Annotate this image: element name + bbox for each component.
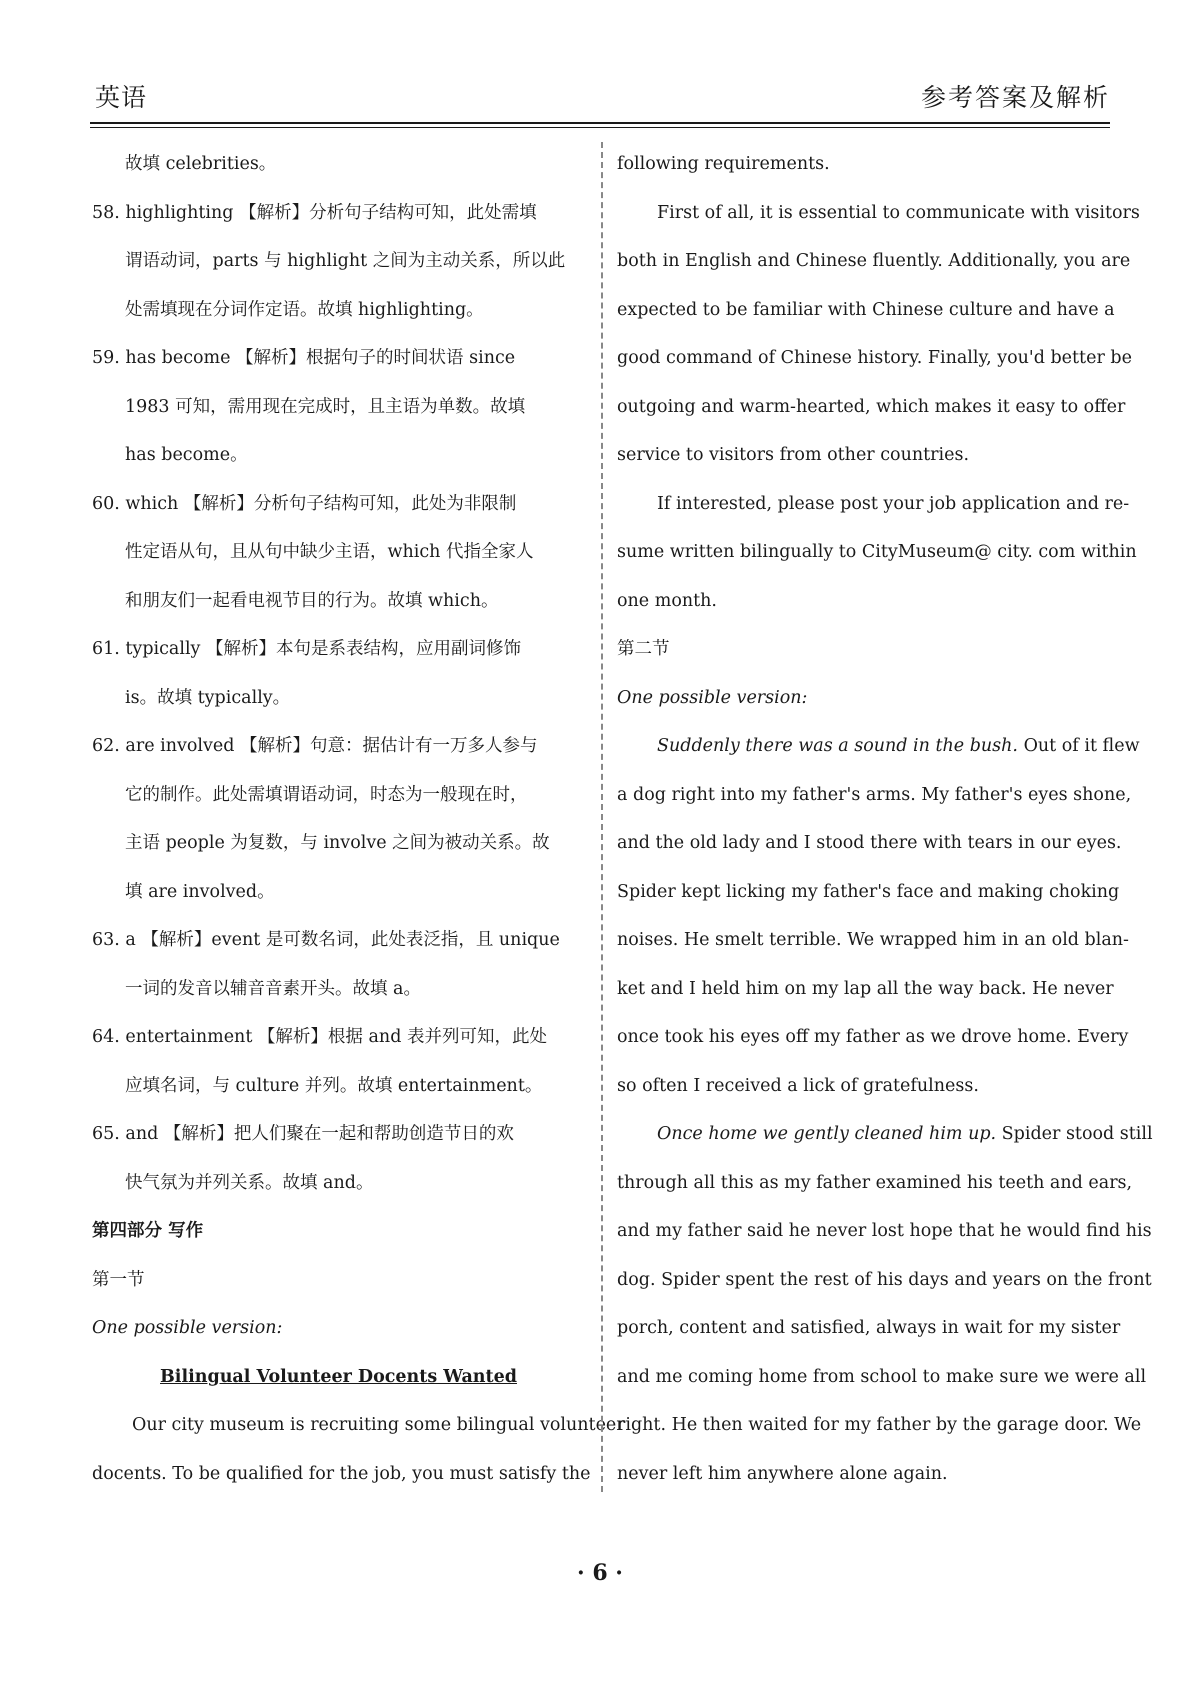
text-line: If interested, please post your job application and re- xyxy=(657,493,1130,514)
text-line: is。故填 typically。 xyxy=(125,687,291,708)
text-line: has become。 xyxy=(125,445,248,465)
text-line: noises. He smelt terrible. We wrapped him in an old blan- xyxy=(617,930,1129,950)
text-line: 1983 可知，需用现在完成时，且主语为单数。故填 xyxy=(125,396,526,417)
text-line: a dog right into my father's arms. My father's eyes shone, xyxy=(617,784,1132,805)
text-line: both in English and Chinese fluently. Additionally, you are xyxy=(617,251,1131,271)
text-line: Our city museum is recruiting some bilingual volunteer xyxy=(132,1415,625,1435)
text-line: Suddenly there was a sound in the bush. Out of it flew xyxy=(657,736,1140,756)
header-rule-thin xyxy=(90,127,1110,128)
text-line: and the old lady and I stood there with tears in our eyes. xyxy=(617,833,1122,853)
text-line: good command of Chinese history. Finally, you'd better be xyxy=(617,348,1132,368)
text-line: 第四部分 写作 xyxy=(92,1221,204,1241)
text-line: 性定语从句，且从句中缺少主语，which 代指全家人 xyxy=(125,542,534,562)
text-line: and me coming home from school to make sure we were all xyxy=(617,1366,1147,1387)
text-line: docents. To be qualified for the job, you must satisfy the xyxy=(92,1463,591,1484)
text-line: 快气氛为并列关系。故填 and。 xyxy=(125,1172,374,1193)
text-line: 62. are involved 【解析】句意：据估计有一万多人参与 xyxy=(92,736,538,756)
text-line: 第一节 xyxy=(92,1269,145,1290)
text-line: and my father said he never lost hope that he would find his xyxy=(617,1221,1152,1241)
text-line: so often I received a lick of gratefulness. xyxy=(617,1075,979,1096)
text-line: 主语 people 为复数，与 involve 之间为被动关系。故 xyxy=(125,833,550,853)
text-line: 64. entertainment 【解析】根据 and 表并列可知，此处 xyxy=(92,1027,547,1047)
right-column xyxy=(617,140,1153,1498)
column-divider xyxy=(601,142,603,1492)
text-line: porch, content and satisfied, always in wait for my sister xyxy=(617,1318,1121,1338)
text-line: 谓语动词，parts 与 highlight 之间为主动关系，所以此 xyxy=(125,251,566,271)
text-line: expected to be familiar with Chinese culture and have a xyxy=(617,299,1115,320)
text-line: 处需填现在分词作定语。故填 highlighting。 xyxy=(125,299,484,320)
text-line: 应填名词，与 culture 并列。故填 entertainment。 xyxy=(125,1075,543,1096)
page-number: · 6 · xyxy=(577,1560,623,1586)
text-line: through all this as my father examined his teeth and ears, xyxy=(617,1172,1133,1193)
text-line: 61. typically 【解析】本句是系表结构，应用副词修饰 xyxy=(92,639,521,659)
text-line: dog. Spider spent the rest of his days and years on the front xyxy=(617,1269,1152,1290)
text-line: ket and I held him on my lap all the way back. He never xyxy=(617,978,1114,999)
subject-label: 英语 xyxy=(95,83,148,112)
text-line: following requirements. xyxy=(617,154,830,174)
text-line: 一词的发音以辅音音素开头。故填 a。 xyxy=(125,978,421,999)
text-line: 60. which 【解析】分析句子结构可知，此处为非限制 xyxy=(92,493,517,514)
text-line: service to visitors from other countries. xyxy=(617,445,970,465)
left-column xyxy=(92,140,625,1498)
text-line: One possible version: xyxy=(92,1318,283,1338)
text-line: 第二节 xyxy=(617,639,670,659)
text-line: 59. has become 【解析】根据句子的时间状语 since xyxy=(92,348,516,368)
text-line: 故填 celebrities。 xyxy=(125,154,277,174)
text-line: right. He then waited for my father by the garage door. We xyxy=(617,1415,1142,1435)
text-line: First of all, it is essential to communicate with visitors xyxy=(657,202,1140,223)
text-line: 它的制作。此处需填谓语动词，时态为一般现在时， xyxy=(125,784,528,805)
text-line: one month. xyxy=(617,590,717,611)
text-line: sume written bilingually to CityMuseum@ city. com within xyxy=(617,542,1137,562)
text-line: 填 are involved。 xyxy=(125,881,275,902)
text-line: never left him anywhere alone again. xyxy=(617,1463,948,1484)
section-label: 参考答案及解析 xyxy=(920,83,1110,112)
text-line: 65. and 【解析】把人们聚在一起和帮助创造节日的欢 xyxy=(92,1124,514,1144)
header-rule xyxy=(90,122,1110,124)
text-line: Spider kept licking my father's face and making choking xyxy=(617,881,1120,902)
text-line: One possible version: xyxy=(617,687,808,708)
text-line: outgoing and warm-hearted, which makes it easy to offer xyxy=(617,396,1126,417)
text-line: 63. a 【解析】event 是可数名词，此处表泛指，且 unique xyxy=(92,930,560,950)
text-line: 和朋友们一起看电视节目的行为。故填 which。 xyxy=(125,590,499,611)
text-line: Once home we gently cleaned him up. Spider stood still xyxy=(657,1124,1153,1144)
essay-title: Bilingual Volunteer Docents Wanted xyxy=(160,1366,517,1387)
text-line: once took his eyes off my father as we drove home. Every xyxy=(617,1027,1129,1047)
text-line: 58. highlighting 【解析】分析句子结构可知，此处需填 xyxy=(92,202,537,223)
